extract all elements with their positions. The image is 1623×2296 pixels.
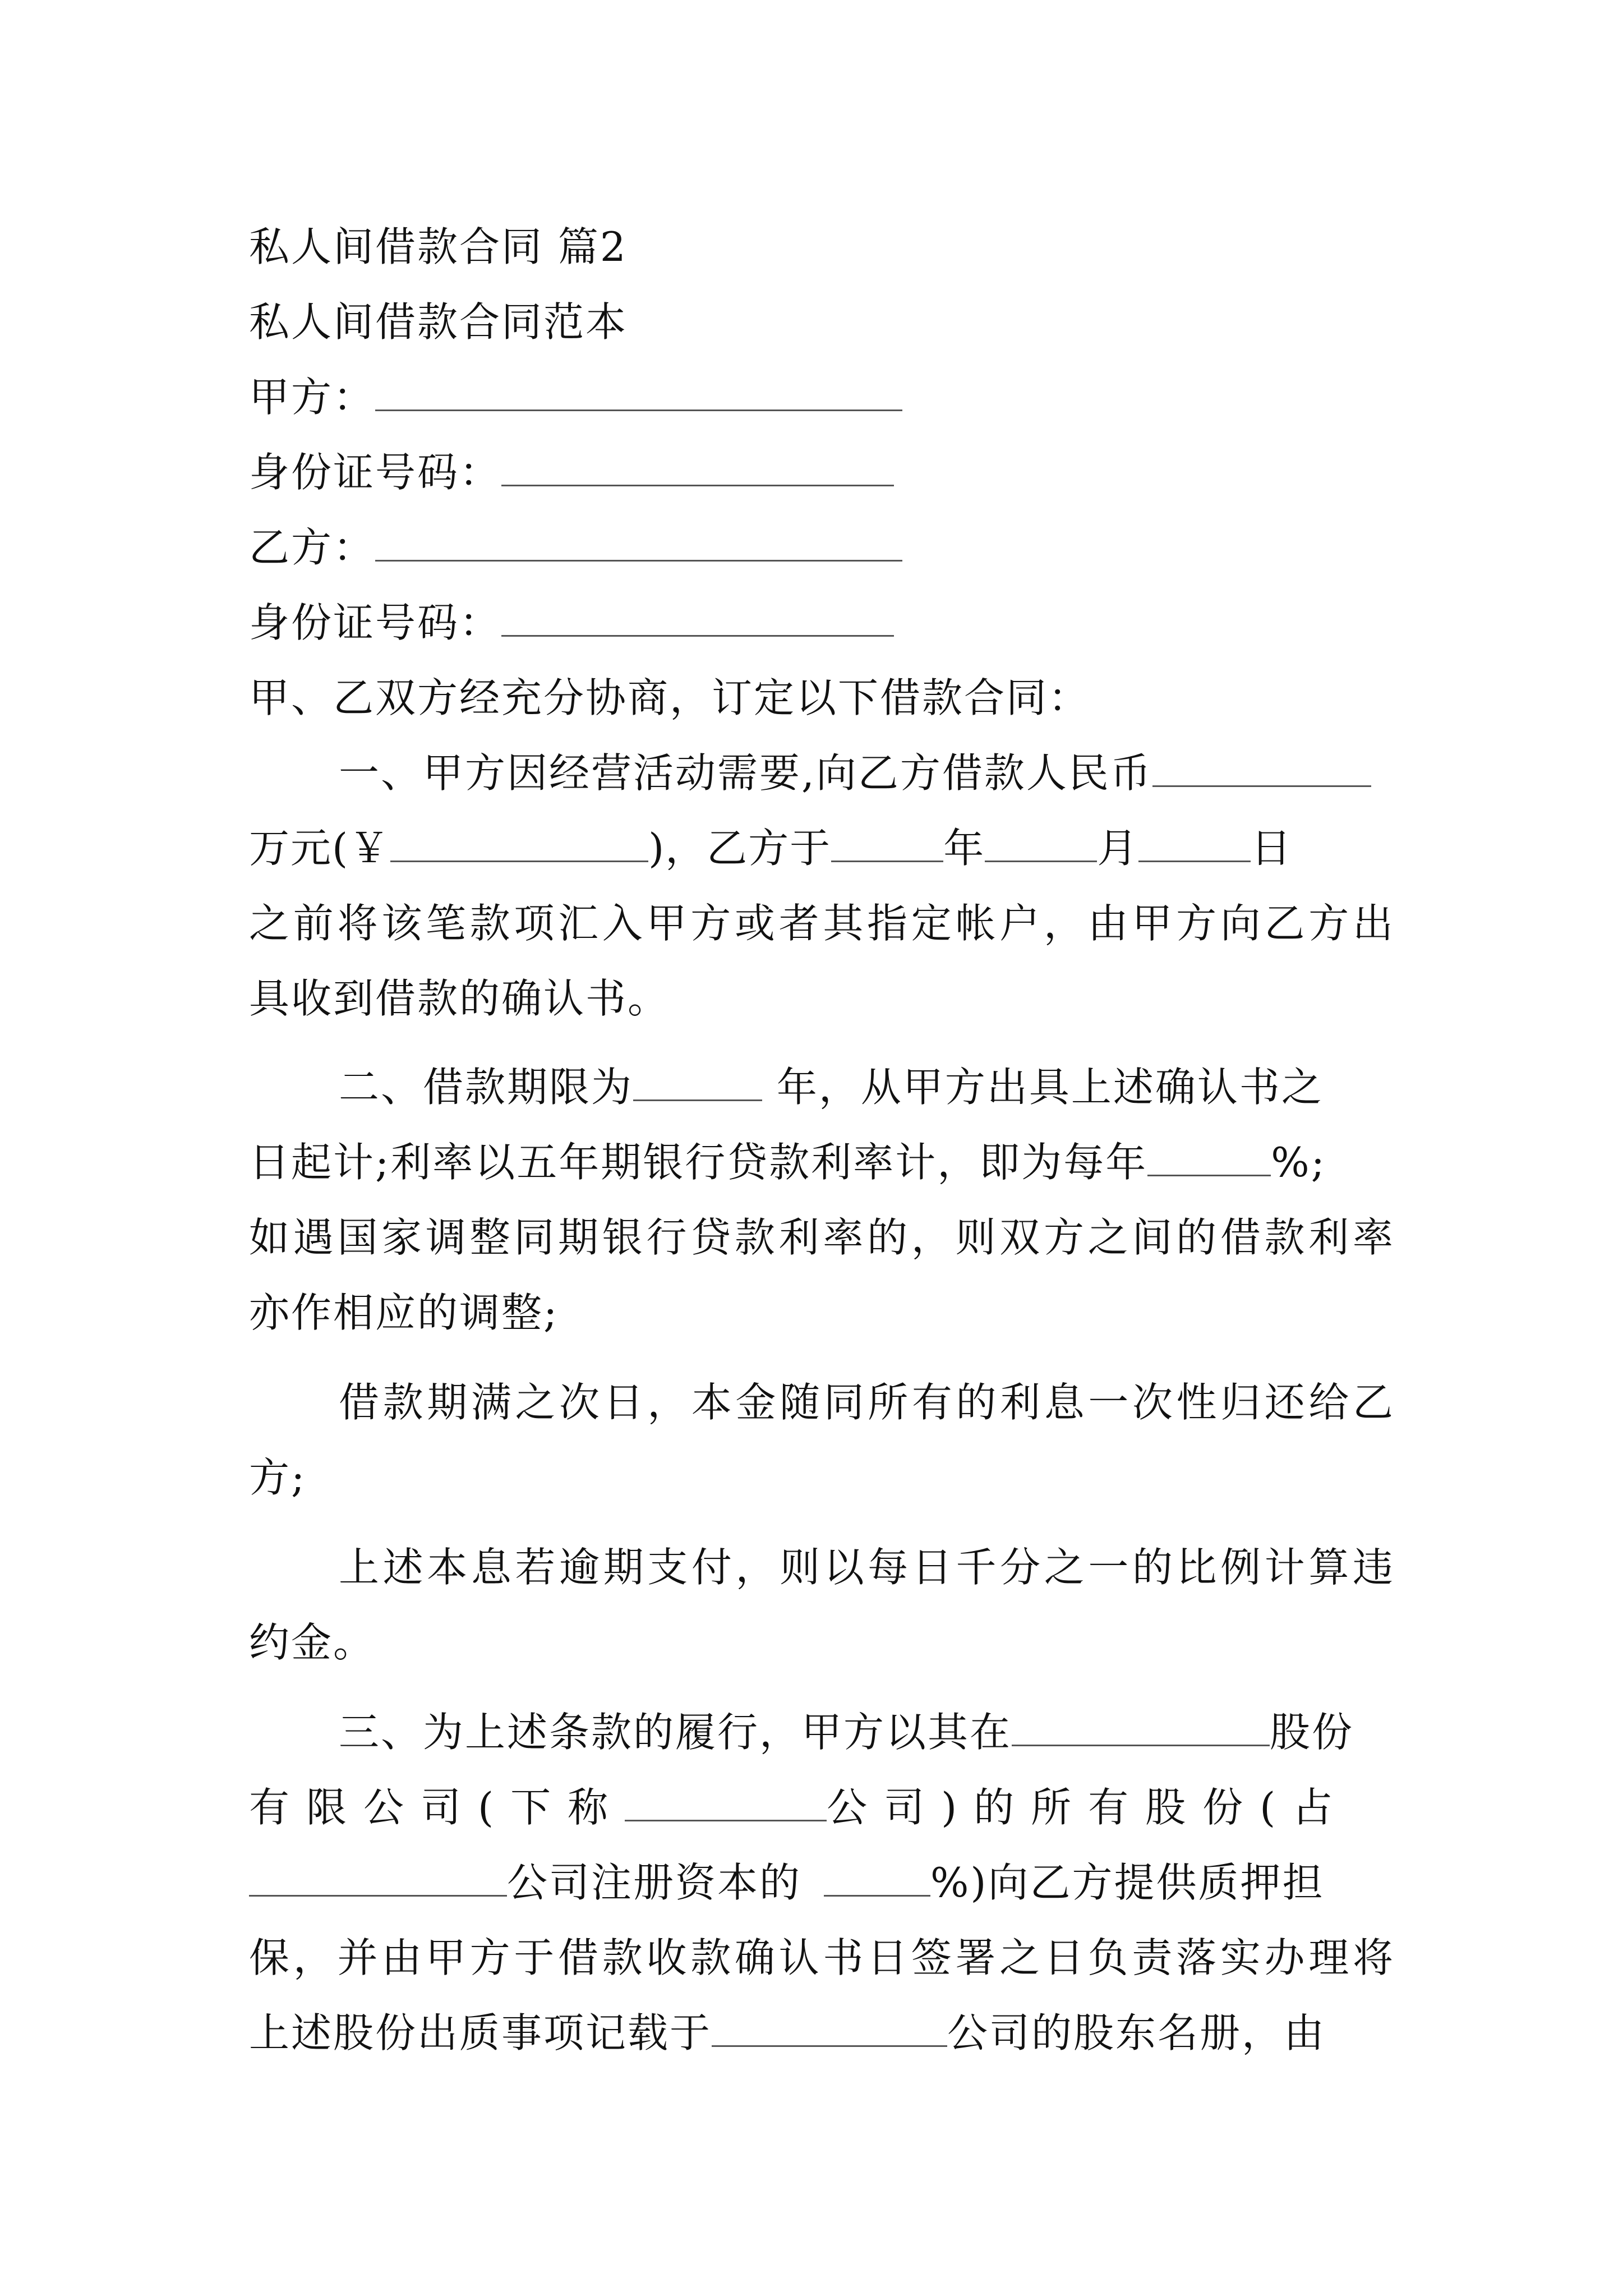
repayment-line2 — [249, 1451, 1393, 1504]
clause2-text: %; — [1271, 1139, 1326, 1186]
day-blank[interactable] — [1138, 828, 1251, 862]
interest-rate-blank[interactable] — [1147, 1142, 1271, 1176]
penalty-text: 约金。 — [249, 1619, 376, 1666]
subheading-text: 私人间借款合同范本 — [249, 298, 628, 346]
clause3-text: 上述股份出质事项记载于 — [249, 2009, 712, 2056]
party-a-id-label: 身份证号码： — [249, 449, 502, 496]
party-a-id-blank[interactable] — [501, 452, 894, 486]
penalty-line1 — [339, 1540, 1393, 1594]
clause1-line1 — [339, 746, 1393, 800]
clause1-text: 具收到借款的确认书。 — [249, 975, 670, 1022]
month-blank[interactable] — [985, 828, 1097, 862]
share-holder-blank[interactable] — [249, 1862, 507, 1897]
clause1-line4 — [249, 972, 1393, 1025]
clause2-line4 — [249, 1286, 1393, 1340]
clause2-line2 — [249, 1135, 1393, 1189]
clause2-text: 二、借款期限为 — [339, 1064, 634, 1111]
clause2-text: 日起计;利率以五年期银行贷款利率计，即为每年 — [249, 1139, 1148, 1186]
loan-amount-blank[interactable] — [1152, 753, 1371, 787]
clause3-text: 公司注册资本的 — [507, 1859, 802, 1906]
party-b-label: 乙方： — [249, 524, 376, 571]
clause3-line4 — [249, 1931, 1393, 1985]
party-a-line — [249, 370, 1393, 424]
yuan-amount-blank[interactable] — [390, 828, 648, 862]
party-b-blank[interactable] — [375, 527, 902, 562]
clause3-text: 三、为上述条款的履行，甲方以其在 — [339, 1709, 1012, 1756]
clause2-text: 年，从甲方出具上述确认书之 — [762, 1064, 1324, 1111]
clause1-text: 年 — [943, 825, 985, 872]
intro-paragraph — [249, 671, 1393, 725]
company-name-blank[interactable] — [1012, 1712, 1270, 1746]
party-a-blank[interactable] — [375, 377, 902, 411]
party-a-label: 甲方： — [249, 374, 376, 421]
company-short-name-blank[interactable] — [625, 1787, 827, 1821]
heading-text: 私人间借款合同 篇2 — [249, 223, 628, 270]
clause3-line1 — [339, 1705, 1393, 1759]
clause3-text: 公司的股东名册，由 — [947, 2009, 1326, 2056]
document-heading — [249, 220, 1393, 274]
document-subheading — [249, 295, 1393, 349]
clause1-text: 一、甲方因经营活动需要,向乙方借款人民币 — [339, 749, 1152, 797]
penalty-line2 — [249, 1616, 1393, 1669]
clause1-text: 月 — [1097, 825, 1139, 872]
clause3-text: 股份 — [1270, 1709, 1354, 1756]
party-b-id-label: 身份证号码： — [249, 599, 502, 646]
clause3-text: 有限公司(下称 — [249, 1784, 625, 1831]
clause3-line5 — [249, 2006, 1393, 2060]
clause1-text: 之前将该笔款项汇入甲方或者其指定帐户，由甲方向乙方出 — [249, 900, 1393, 947]
term-years-blank[interactable] — [633, 1067, 762, 1101]
year-blank[interactable] — [831, 828, 943, 862]
clause1-text: 日 — [1251, 825, 1293, 872]
clause3-line3 — [249, 1856, 1393, 1910]
register-company-blank[interactable] — [712, 2013, 947, 2047]
repayment-line1 — [339, 1375, 1393, 1429]
clause2-line3 — [249, 1211, 1393, 1264]
clause1-line3 — [249, 896, 1393, 950]
clause2-line1 — [339, 1060, 1393, 1114]
intro-text: 甲、乙双方经充分协商，订定以下借款合同： — [249, 674, 1091, 721]
party-a-id-line — [249, 445, 1393, 499]
clause3-text: 公司)的所有股份(占 — [827, 1784, 1350, 1831]
clause1-text: )，乙方于 — [648, 825, 832, 872]
clause2-text: 亦作相应的调整; — [249, 1289, 559, 1336]
clause3-line2 — [249, 1780, 1393, 1834]
party-b-id-line — [249, 596, 1393, 650]
repayment-text: 借款期满之次日，本金随同所有的利息一次性归还给乙 — [339, 1379, 1393, 1426]
clause1-text: 万元(￥ — [249, 825, 391, 872]
party-b-line — [249, 521, 1393, 574]
repayment-text: 方; — [249, 1454, 307, 1501]
share-percent-blank[interactable] — [824, 1862, 930, 1897]
clause3-text: %)向乙方提供质押担 — [930, 1859, 1325, 1906]
penalty-text: 上述本息若逾期支付，则以每日千分之一的比例计算违 — [339, 1544, 1393, 1591]
party-b-id-blank[interactable] — [501, 602, 894, 637]
clause1-line2 — [249, 821, 1393, 875]
clause3-text: 保，并由甲方于借款收款确认书日签署之日负责落实办理将 — [249, 1934, 1393, 1981]
clause2-text: 如遇国家调整同期银行贷款利率的，则双方之间的借款利率 — [249, 1214, 1393, 1261]
